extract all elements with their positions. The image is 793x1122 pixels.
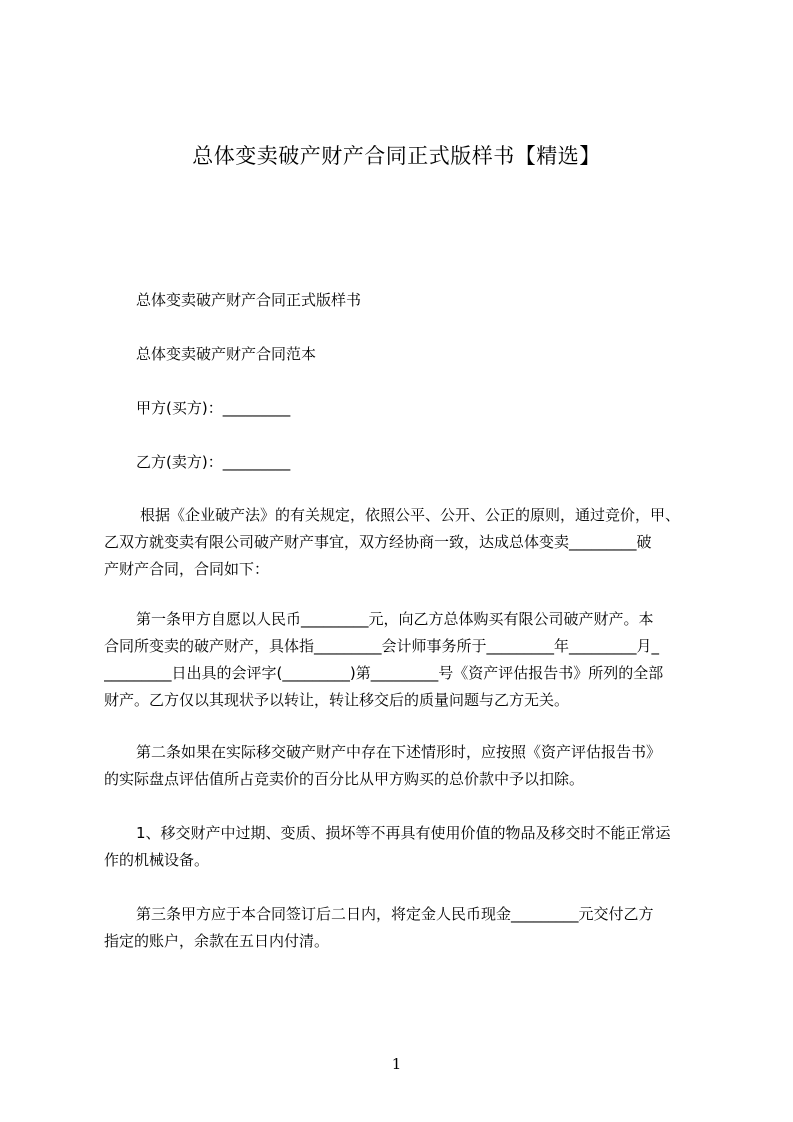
article-1-line: _________日出具的会评字(_________)第_________号《资产评估报告书》所列的全部 [104,664,664,682]
article-3-line: 第三条甲方应于本合同签订后二日内，将定金人民币现金_________元交付乙方 [136,905,654,923]
subtitle-line-1: 总体变卖破产财产合同正式版样书 [136,291,362,309]
article-2-line: 的实际盘点评估值所占竞卖价的百分比从甲方购买的总价款中予以扣除。 [104,770,585,788]
party-b-line: 乙方(卖方)：_________ [136,453,291,471]
article-2-line: 第二条如果在实际移交破产财产中存在下述情形时，应按照《资产评估报告书》 [136,743,662,761]
intro-line: 乙双方就变卖有限公司破产财产事宜，双方经协商一致，达成总体变卖_________破 [104,533,652,551]
subtitle-line-2: 总体变卖破产财产合同范本 [136,345,317,363]
article-1-line: 合同所变卖的破产财产，具体指_________会计师事务所于_________年_________月_ [104,637,660,655]
intro-line: 产财产合同，合同如下： [104,560,270,578]
page-number: 1 [391,1055,402,1073]
article-1-line: 第一条甲方自愿以人民币_________元，向乙方总体购买有限公司破产财产。本 [136,610,654,628]
article-3-line: 指定的账户，余款在五日内付清。 [104,932,330,950]
article-1-line: 财产。乙方仅以其现状予以转让，转让移交后的质量问题与乙方无关。 [104,691,570,709]
document-title: 总体变卖破产财产合同正式版样书【精选】 [192,144,601,168]
party-a-line: 甲方(买方)：_________ [136,399,291,417]
item-1-line: 作的机械设备。 [104,851,210,869]
intro-line: 根据《企业破产法》的有关规定，依照公平、公开、公正的原则，通过竞价，甲、 [140,506,681,524]
item-1-line: 1、移交财产中过期、变质、损坏等不再具有使用价值的物品及移交时不能正常运 [136,824,671,842]
